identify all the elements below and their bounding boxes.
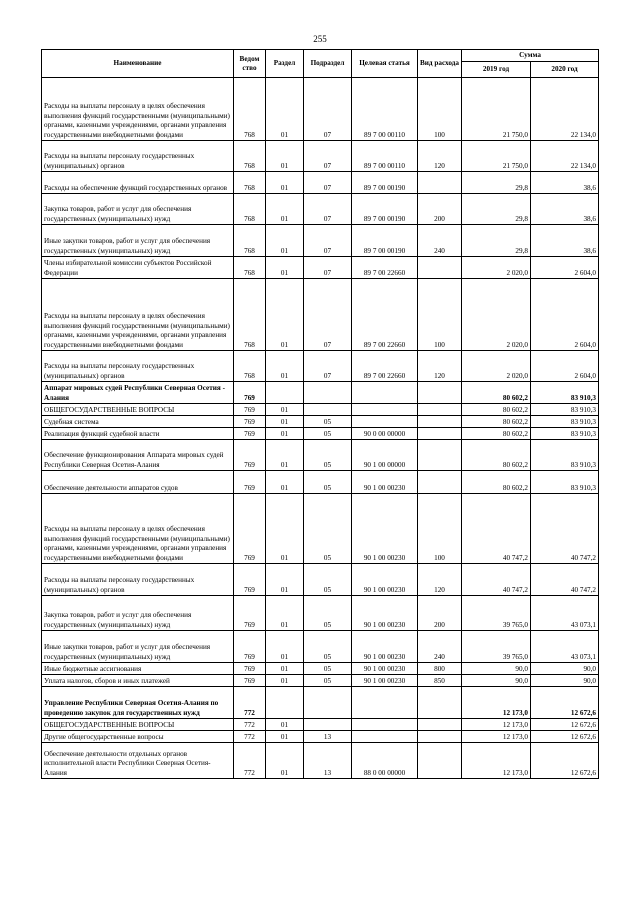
row-name: Уплата налогов, сборов и иных платежей <box>42 675 234 687</box>
row-target: 90 1 00 00230 <box>352 596 418 631</box>
table-row <box>42 141 599 172</box>
row-target: 89 7 00 00110 <box>352 78 418 141</box>
row-dept: 768 <box>234 78 266 141</box>
header-sum: Сумма <box>462 50 599 62</box>
row-subsection: 07 <box>304 141 352 172</box>
row-exp-type <box>418 731 462 743</box>
row-value-2019: 2 020,0 <box>462 279 531 351</box>
row-name: Закупка товаров, работ и услуг для обеспечения государственных (муниципальных) нужд <box>42 596 234 631</box>
row-dept: 768 <box>234 172 266 194</box>
row-section: 01 <box>266 596 304 631</box>
row-exp-type: 120 <box>418 564 462 596</box>
row-value-2019: 2 020,0 <box>462 257 531 279</box>
row-subsection <box>304 382 352 404</box>
row-value-2019: 12 173,0 <box>462 743 531 779</box>
row-value-2019: 40 747,2 <box>462 564 531 596</box>
row-exp-type: 240 <box>418 225 462 257</box>
row-value-2019: 40 747,2 <box>462 494 531 564</box>
row-dept: 769 <box>234 564 266 596</box>
row-target: 89 7 00 00110 <box>352 141 418 172</box>
row-name: Реализация функций судебной власти <box>42 428 234 440</box>
row-subsection: 07 <box>304 279 352 351</box>
row-subsection: 07 <box>304 225 352 257</box>
row-value-2020: 12 672,6 <box>531 687 599 719</box>
header-2020: 2020 год <box>531 62 599 78</box>
row-section: 01 <box>266 731 304 743</box>
row-name: Иные бюджетные ассигнования <box>42 663 234 675</box>
row-exp-type <box>418 687 462 719</box>
row-target <box>352 416 418 428</box>
row-exp-type: 120 <box>418 141 462 172</box>
row-dept: 772 <box>234 719 266 731</box>
row-subsection: 13 <box>304 743 352 779</box>
table-row <box>42 743 599 779</box>
row-value-2019: 80 602,2 <box>462 428 531 440</box>
table-row <box>42 404 599 416</box>
row-subsection: 07 <box>304 78 352 141</box>
row-dept: 769 <box>234 471 266 494</box>
row-target: 89 7 00 00190 <box>352 225 418 257</box>
row-value-2019: 90,0 <box>462 663 531 675</box>
row-exp-type <box>418 743 462 779</box>
row-target <box>352 731 418 743</box>
row-dept: 769 <box>234 404 266 416</box>
row-exp-type <box>418 404 462 416</box>
row-name: Судебная система <box>42 416 234 428</box>
row-value-2020: 40 747,2 <box>531 564 599 596</box>
row-dept: 769 <box>234 663 266 675</box>
row-value-2019: 80 602,2 <box>462 471 531 494</box>
row-name: ОБЩЕГОСУДАРСТВЕННЫЕ ВОПРОСЫ <box>42 404 234 416</box>
table-row <box>42 78 599 141</box>
row-subsection: 05 <box>304 494 352 564</box>
page-number: 255 <box>313 34 327 44</box>
row-exp-type <box>418 416 462 428</box>
row-section: 01 <box>266 743 304 779</box>
row-section: 01 <box>266 494 304 564</box>
row-dept: 768 <box>234 194 266 225</box>
row-subsection: 07 <box>304 257 352 279</box>
row-section: 01 <box>266 564 304 596</box>
row-exp-type <box>418 257 462 279</box>
row-target: 90 1 00 00230 <box>352 494 418 564</box>
row-section: 01 <box>266 78 304 141</box>
header-name: Наименование <box>42 50 234 78</box>
row-value-2020: 83 910,3 <box>531 416 599 428</box>
row-value-2019: 12 173,0 <box>462 731 531 743</box>
row-value-2020: 90,0 <box>531 675 599 687</box>
row-section: 01 <box>266 279 304 351</box>
row-value-2020: 38,6 <box>531 225 599 257</box>
table-row <box>42 225 599 257</box>
row-value-2019: 90,0 <box>462 675 531 687</box>
row-value-2020: 2 604,0 <box>531 257 599 279</box>
header-exp-type: Вид расхода <box>418 50 462 78</box>
row-subsection: 05 <box>304 471 352 494</box>
row-target: 90 0 00 00000 <box>352 428 418 440</box>
table-row <box>42 382 599 404</box>
row-section: 01 <box>266 428 304 440</box>
row-target: 88 0 00 00000 <box>352 743 418 779</box>
row-section: 01 <box>266 141 304 172</box>
row-value-2020: 40 747,2 <box>531 494 599 564</box>
row-exp-type <box>418 382 462 404</box>
row-value-2020: 12 672,6 <box>531 719 599 731</box>
row-target: 90 1 00 00230 <box>352 631 418 663</box>
row-target: 89 7 00 22660 <box>352 351 418 382</box>
row-subsection: 05 <box>304 596 352 631</box>
row-subsection: 05 <box>304 428 352 440</box>
row-section: 01 <box>266 663 304 675</box>
row-value-2019: 2 020,0 <box>462 351 531 382</box>
row-name: Расходы на выплаты персоналу государственных (муниципальных) органов <box>42 141 234 172</box>
row-dept: 772 <box>234 731 266 743</box>
row-value-2020: 83 910,3 <box>531 440 599 471</box>
row-value-2019: 80 602,2 <box>462 440 531 471</box>
row-target: 89 7 00 22660 <box>352 279 418 351</box>
table-row <box>42 731 599 743</box>
row-target: 90 1 00 00230 <box>352 675 418 687</box>
table-row <box>42 687 599 719</box>
row-section: 01 <box>266 471 304 494</box>
table-row <box>42 596 599 631</box>
row-dept: 768 <box>234 257 266 279</box>
row-exp-type: 800 <box>418 663 462 675</box>
row-dept: 769 <box>234 631 266 663</box>
row-target: 90 1 00 00230 <box>352 663 418 675</box>
row-value-2019: 29,8 <box>462 225 531 257</box>
header-target: Целевая статья <box>352 50 418 78</box>
row-target: 89 7 00 22660 <box>352 257 418 279</box>
row-dept: 769 <box>234 675 266 687</box>
row-exp-type: 120 <box>418 351 462 382</box>
row-subsection: 05 <box>304 675 352 687</box>
table-row <box>42 631 599 663</box>
row-name: Обеспечение функционирования Аппарата мировых судей Республики Северная Осетия-Алания <box>42 440 234 471</box>
row-subsection <box>304 687 352 719</box>
row-section: 01 <box>266 225 304 257</box>
row-section: 01 <box>266 631 304 663</box>
row-target <box>352 404 418 416</box>
table-row <box>42 279 599 351</box>
row-name: Другие общегосударственные вопросы <box>42 731 234 743</box>
row-value-2020: 90,0 <box>531 663 599 675</box>
row-target: 90 1 00 00230 <box>352 471 418 494</box>
table-row <box>42 663 599 675</box>
row-subsection: 05 <box>304 663 352 675</box>
row-subsection: 05 <box>304 631 352 663</box>
row-name: Обеспечение деятельности отдельных органов исполнительной власти Республики Северная Осетия-Алания <box>42 743 234 779</box>
row-value-2020: 38,6 <box>531 172 599 194</box>
row-target: 89 7 00 00190 <box>352 172 418 194</box>
row-name: Расходы на выплаты персоналу государственных (муниципальных) органов <box>42 564 234 596</box>
row-subsection <box>304 404 352 416</box>
row-value-2020: 12 672,6 <box>531 731 599 743</box>
row-section: 01 <box>266 440 304 471</box>
row-dept: 768 <box>234 141 266 172</box>
row-value-2020: 43 073,1 <box>531 596 599 631</box>
row-name: Расходы на выплаты персоналу государственных (муниципальных) органов <box>42 351 234 382</box>
table-row <box>42 351 599 382</box>
row-section: 01 <box>266 416 304 428</box>
row-value-2019: 80 602,2 <box>462 404 531 416</box>
row-section: 01 <box>266 257 304 279</box>
row-value-2019: 29,8 <box>462 194 531 225</box>
row-dept: 769 <box>234 428 266 440</box>
row-name: Аппарат мировых судей Республики Северная Осетия - Алания <box>42 382 234 404</box>
row-dept: 769 <box>234 494 266 564</box>
row-exp-type <box>418 471 462 494</box>
row-value-2019: 12 173,0 <box>462 719 531 731</box>
row-section: 01 <box>266 172 304 194</box>
row-value-2019: 39 765,0 <box>462 596 531 631</box>
row-target <box>352 687 418 719</box>
row-name: ОБЩЕГОСУДАРСТВЕННЫЕ ВОПРОСЫ <box>42 719 234 731</box>
row-dept: 768 <box>234 279 266 351</box>
table-row <box>42 172 599 194</box>
row-dept: 772 <box>234 743 266 779</box>
row-value-2020: 43 073,1 <box>531 631 599 663</box>
row-value-2020: 12 672,6 <box>531 743 599 779</box>
header-section: Раздел <box>266 50 304 78</box>
row-exp-type <box>418 428 462 440</box>
row-value-2019: 80 602,2 <box>462 382 531 404</box>
row-target <box>352 719 418 731</box>
row-name: Закупка товаров, работ и услуг для обеспечения государственных (муниципальных) нужд <box>42 194 234 225</box>
row-exp-type <box>418 719 462 731</box>
row-value-2019: 21 750,0 <box>462 78 531 141</box>
row-value-2020: 2 604,0 <box>531 351 599 382</box>
table-row <box>42 564 599 596</box>
row-target: 90 1 00 00230 <box>352 564 418 596</box>
table-row <box>42 194 599 225</box>
row-value-2020: 83 910,3 <box>531 382 599 404</box>
row-dept: 772 <box>234 687 266 719</box>
row-dept: 768 <box>234 225 266 257</box>
row-exp-type: 850 <box>418 675 462 687</box>
row-value-2019: 12 173,0 <box>462 687 531 719</box>
table-row <box>42 675 599 687</box>
row-exp-type: 100 <box>418 279 462 351</box>
row-subsection: 13 <box>304 731 352 743</box>
row-dept: 769 <box>234 440 266 471</box>
row-value-2020: 38,6 <box>531 194 599 225</box>
table-row <box>42 257 599 279</box>
row-subsection: 07 <box>304 172 352 194</box>
row-target: 90 1 00 00000 <box>352 440 418 471</box>
row-exp-type: 240 <box>418 631 462 663</box>
table-row <box>42 428 599 440</box>
row-subsection: 05 <box>304 416 352 428</box>
row-exp-type <box>418 440 462 471</box>
row-section: 01 <box>266 675 304 687</box>
row-section: 01 <box>266 719 304 731</box>
row-value-2019: 39 765,0 <box>462 631 531 663</box>
row-value-2020: 22 134,0 <box>531 78 599 141</box>
table-row <box>42 471 599 494</box>
row-section <box>266 382 304 404</box>
row-exp-type <box>418 172 462 194</box>
row-value-2019: 29,8 <box>462 172 531 194</box>
row-name: Расходы на обеспечение функций государственных органов <box>42 172 234 194</box>
table-row <box>42 416 599 428</box>
row-target: 89 7 00 00190 <box>352 194 418 225</box>
header-subsection: Подраздел <box>304 50 352 78</box>
row-exp-type: 200 <box>418 194 462 225</box>
row-name: Иные закупки товаров, работ и услуг для обеспечения государственных (муниципальных) нужд <box>42 631 234 663</box>
row-dept: 769 <box>234 382 266 404</box>
row-section: 01 <box>266 351 304 382</box>
table-body <box>42 78 599 779</box>
row-name: Управление Республики Северная Осетия-Алания по проведению закупок для государственных нужд <box>42 687 234 719</box>
row-value-2020: 83 910,3 <box>531 404 599 416</box>
row-value-2020: 83 910,3 <box>531 428 599 440</box>
row-section: 01 <box>266 194 304 225</box>
row-subsection <box>304 719 352 731</box>
row-exp-type: 100 <box>418 494 462 564</box>
row-dept: 768 <box>234 351 266 382</box>
table-row <box>42 494 599 564</box>
row-value-2020: 2 604,0 <box>531 279 599 351</box>
row-section: 01 <box>266 404 304 416</box>
header-dept: Ведом ство <box>234 50 266 78</box>
budget-table <box>41 49 599 779</box>
row-dept: 769 <box>234 416 266 428</box>
row-exp-type: 200 <box>418 596 462 631</box>
row-name: Расходы на выплаты персоналу в целях обеспечения выполнения функций государственными (муниципальными) органами, казенными учреждениями, органами управления государственными внебюджетными фондами <box>42 494 234 564</box>
row-value-2019: 80 602,2 <box>462 416 531 428</box>
row-name: Расходы на выплаты персоналу в целях обеспечения выполнения функций государственными (муниципальными) органами, казенными учреждениями, органами управления государственными внебюджетными фондами <box>42 78 234 141</box>
table-row <box>42 719 599 731</box>
row-name: Члены избирательной комиссии субъектов Российской Федерации <box>42 257 234 279</box>
row-subsection: 07 <box>304 194 352 225</box>
row-section <box>266 687 304 719</box>
row-value-2020: 22 134,0 <box>531 141 599 172</box>
row-name: Расходы на выплаты персоналу в целях обеспечения выполнения функций государственными (муниципальными) органами, казенными учреждениями, органами управления государственными внебюджетными фондами <box>42 279 234 351</box>
header-2019: 2019 год <box>462 62 531 78</box>
row-value-2019: 21 750,0 <box>462 141 531 172</box>
row-subsection: 07 <box>304 351 352 382</box>
row-subsection: 05 <box>304 440 352 471</box>
table-row <box>42 440 599 471</box>
row-name: Иные закупки товаров, работ и услуг для обеспечения государственных (муниципальных) нужд <box>42 225 234 257</box>
row-exp-type: 100 <box>418 78 462 141</box>
row-value-2020: 83 910,3 <box>531 471 599 494</box>
row-dept: 769 <box>234 596 266 631</box>
row-name: Обеспечение деятельности аппаратов судов <box>42 471 234 494</box>
row-subsection: 05 <box>304 564 352 596</box>
row-target <box>352 382 418 404</box>
